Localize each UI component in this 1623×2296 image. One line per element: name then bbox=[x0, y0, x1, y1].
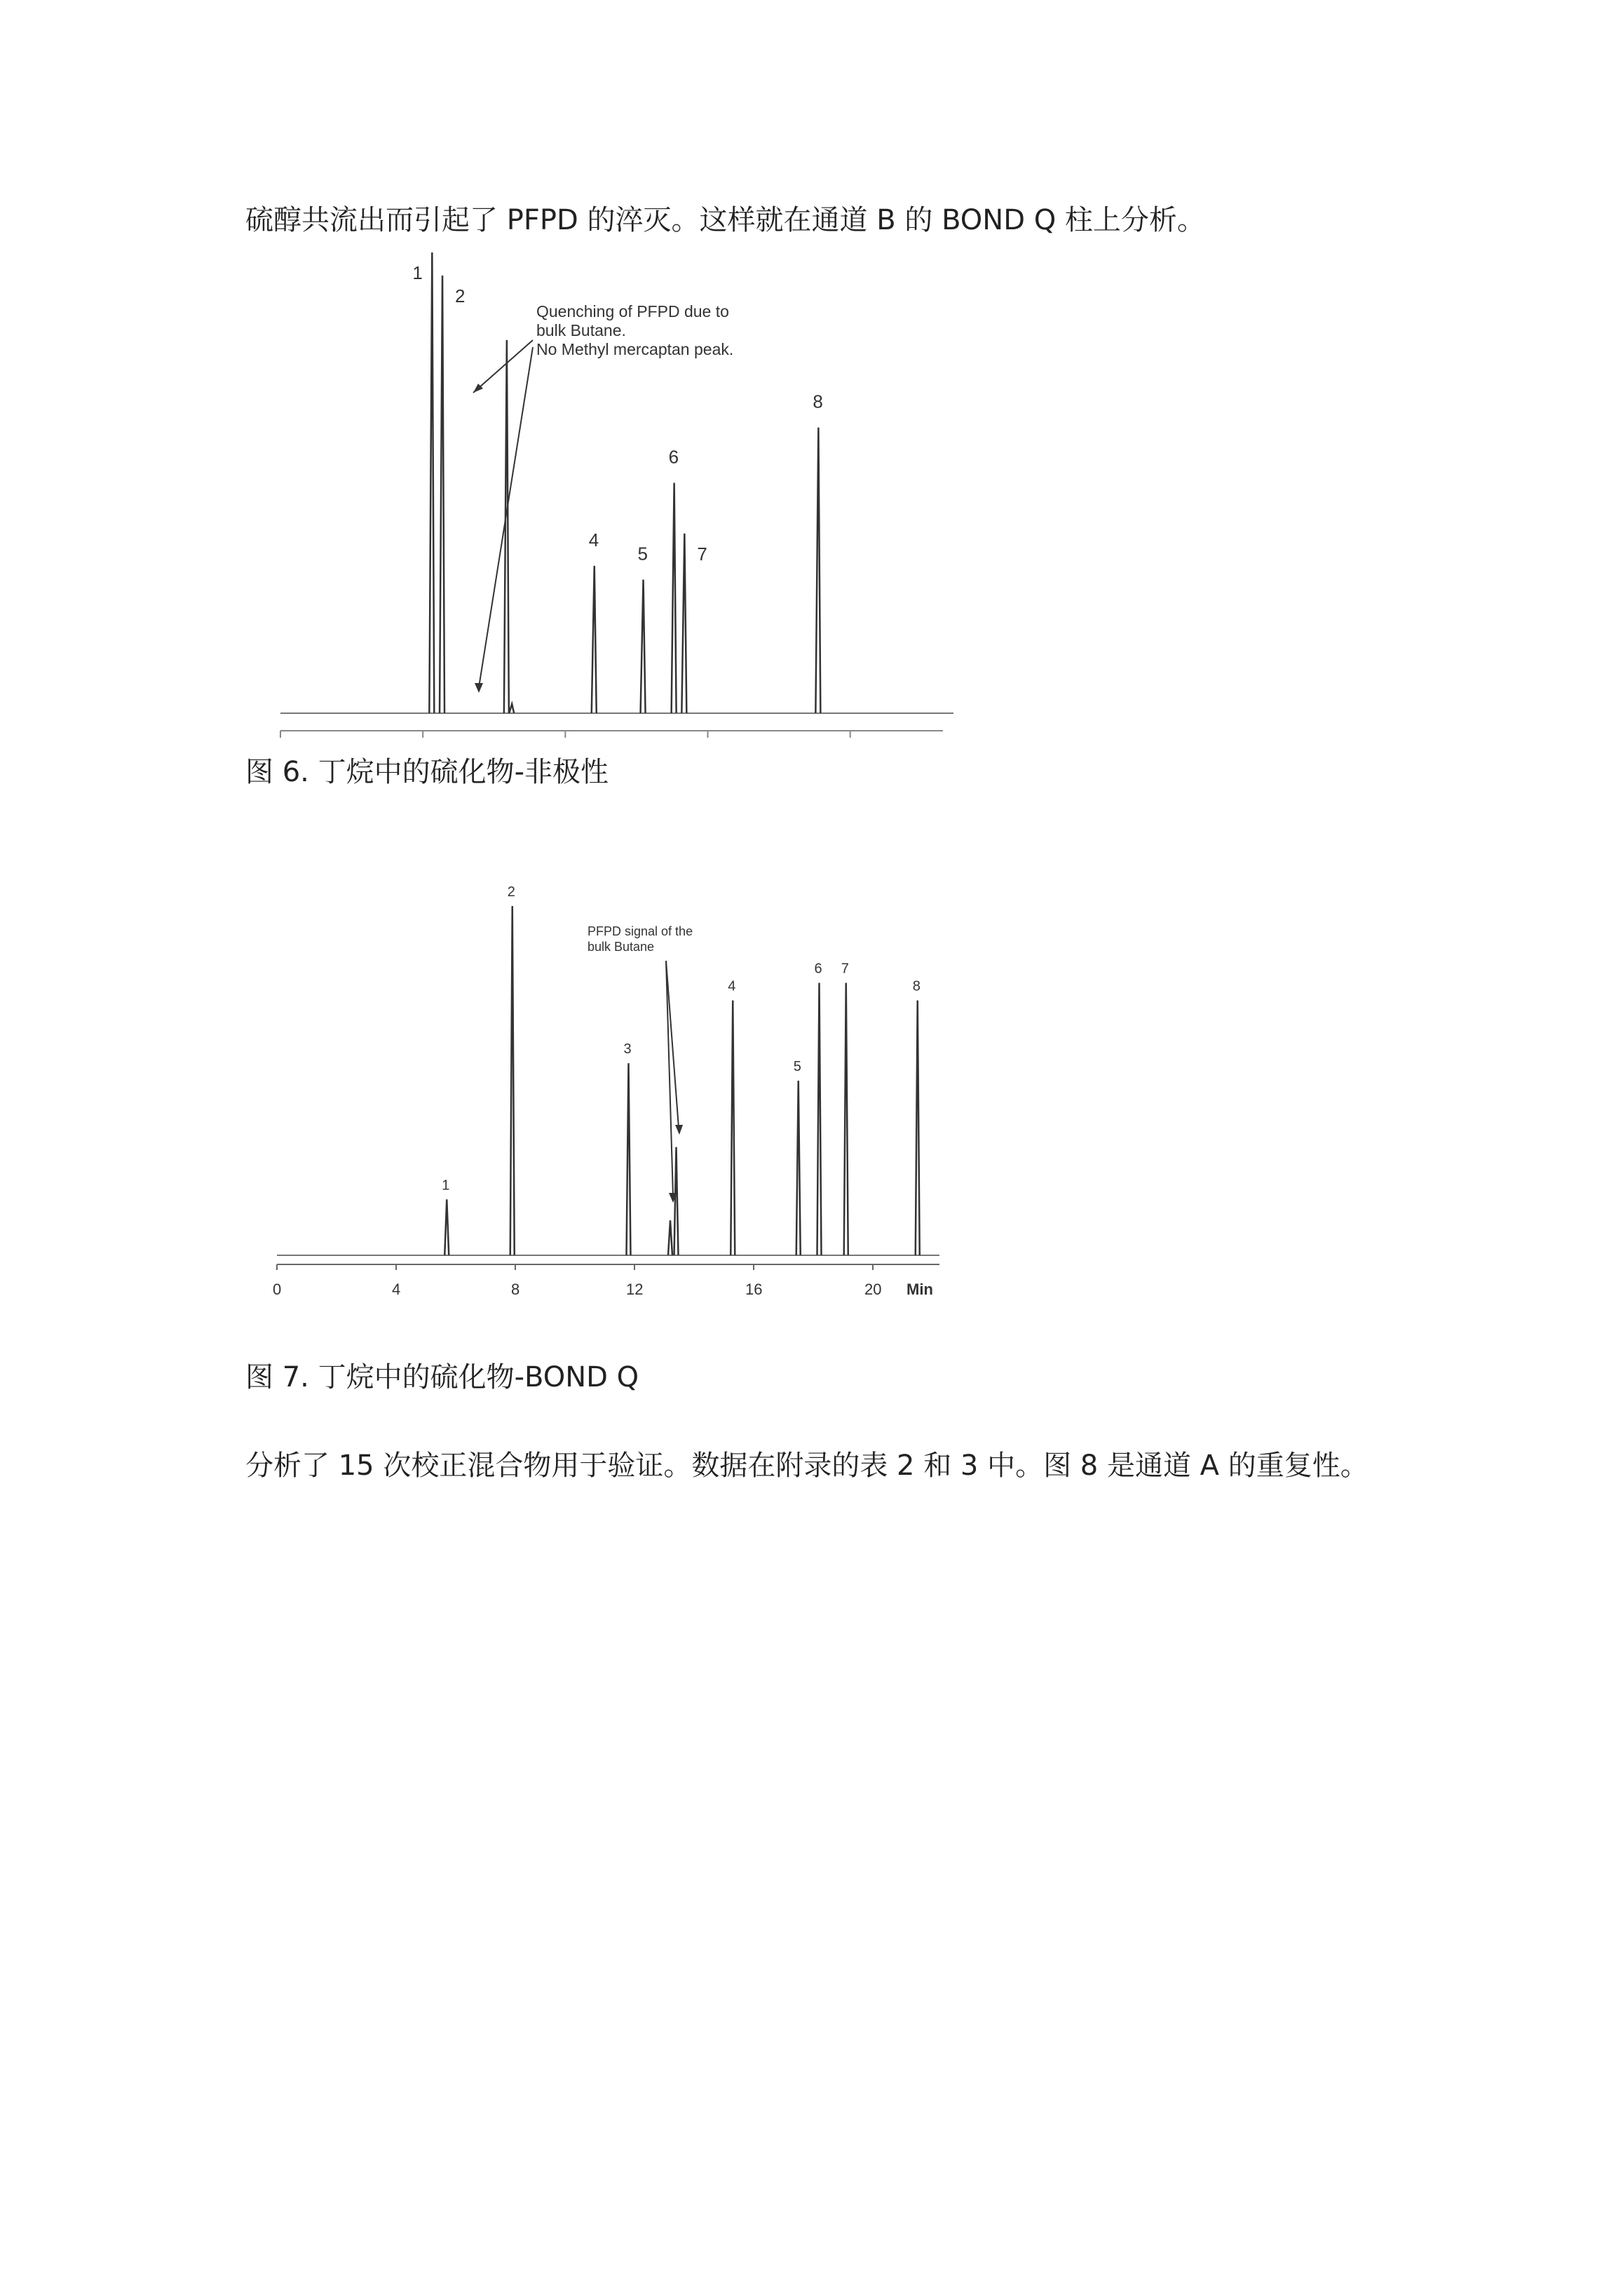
fig7-peak-6 bbox=[796, 1081, 801, 1255]
fig7-annotation-arrow-2 bbox=[666, 961, 673, 1196]
fig6-peak-label-1: 1 bbox=[412, 262, 423, 283]
paragraph-bottom: 分析了 15 次校正混合物用于验证。数据在附录的表 2 和 3 中。图 8 是通道 A 的重复性。 bbox=[245, 1450, 1369, 1482]
figure7-chromatogram bbox=[273, 884, 950, 1311]
fig7-tick-label-4: 4 bbox=[392, 1281, 401, 1298]
figure7-caption: 图 7. 丁烷中的硫化物-BOND Q bbox=[245, 1361, 639, 1393]
fig7-peak-label-8: 8 bbox=[912, 978, 921, 994]
fig6-peak-4 bbox=[592, 566, 597, 713]
fig7-annotation-line-1: PFPD signal of the bbox=[588, 924, 693, 938]
fig7-peak-label-2: 2 bbox=[507, 884, 515, 900]
fig7-peak-1 bbox=[510, 906, 515, 1255]
fig6-peak-1 bbox=[440, 276, 444, 713]
fig7-peak-label-6: 6 bbox=[814, 961, 822, 977]
fig7-peak-label-5: 5 bbox=[793, 1059, 801, 1074]
fig6-peak-6 bbox=[672, 483, 677, 714]
fig6-peak-label-8: 8 bbox=[813, 391, 823, 412]
fig6-peak-label-7: 7 bbox=[697, 543, 707, 565]
fig7-peak-label-7: 7 bbox=[841, 961, 849, 977]
fig7-axis-unit-label: Min bbox=[906, 1281, 933, 1298]
fig6-peak-label-5: 5 bbox=[637, 543, 648, 565]
fig7-arrowhead-1 bbox=[675, 1125, 683, 1135]
fig6-annotation-line-3: No Methyl mercaptan peak. bbox=[536, 340, 734, 358]
fig6-peak-label-4: 4 bbox=[588, 529, 599, 551]
fig7-peak-8 bbox=[844, 983, 848, 1255]
fig6-peak-0 bbox=[429, 252, 434, 713]
fig6-arrowhead-2 bbox=[475, 683, 483, 693]
figure6-chromatogram bbox=[280, 249, 953, 740]
fig7-peak-label-1: 1 bbox=[442, 1177, 450, 1194]
fig6-annotation-line-1: Quenching of PFPD due to bbox=[536, 302, 729, 320]
fig7-peak-label-3: 3 bbox=[623, 1041, 632, 1058]
fig6-peak-3 bbox=[509, 704, 514, 713]
fig7-annotation-line-2: bulk Butane bbox=[588, 940, 655, 954]
fig6-peak-label-6: 6 bbox=[668, 446, 679, 468]
fig7-peak-4 bbox=[674, 1147, 679, 1255]
fig7-peak-5 bbox=[731, 1000, 735, 1255]
fig7-tick-label-8: 8 bbox=[511, 1281, 520, 1298]
fig7-tick-label-0: 0 bbox=[273, 1281, 282, 1298]
fig6-peak-5 bbox=[641, 579, 646, 713]
fig6-peak-8 bbox=[815, 428, 820, 713]
fig6-peak-7 bbox=[681, 534, 686, 713]
fig7-peak-3 bbox=[668, 1220, 672, 1255]
fig7-peak-label-4: 4 bbox=[728, 978, 736, 994]
fig7-tick-label-12: 12 bbox=[626, 1281, 644, 1298]
fig6-annotation-line-2: bulk Butane. bbox=[536, 321, 626, 339]
fig6-peak-label-2: 2 bbox=[455, 285, 466, 306]
fig7-tick-label-16: 16 bbox=[745, 1281, 763, 1298]
fig7-peak-7 bbox=[817, 983, 822, 1255]
fig7-tick-label-20: 20 bbox=[864, 1281, 882, 1298]
paragraph-top: 硫醇共流出而引起了 PFPD 的淬灭。这样就在通道 B 的 BOND Q 柱上分析。 bbox=[245, 204, 1205, 236]
fig6-annotation-arrow-1 bbox=[473, 340, 533, 393]
fig7-peak-2 bbox=[627, 1063, 631, 1255]
fig7-peak-9 bbox=[916, 1000, 920, 1255]
fig7-peak-0 bbox=[444, 1199, 449, 1255]
figure6-caption: 图 6. 丁烷中的硫化物-非极性 bbox=[245, 756, 609, 788]
